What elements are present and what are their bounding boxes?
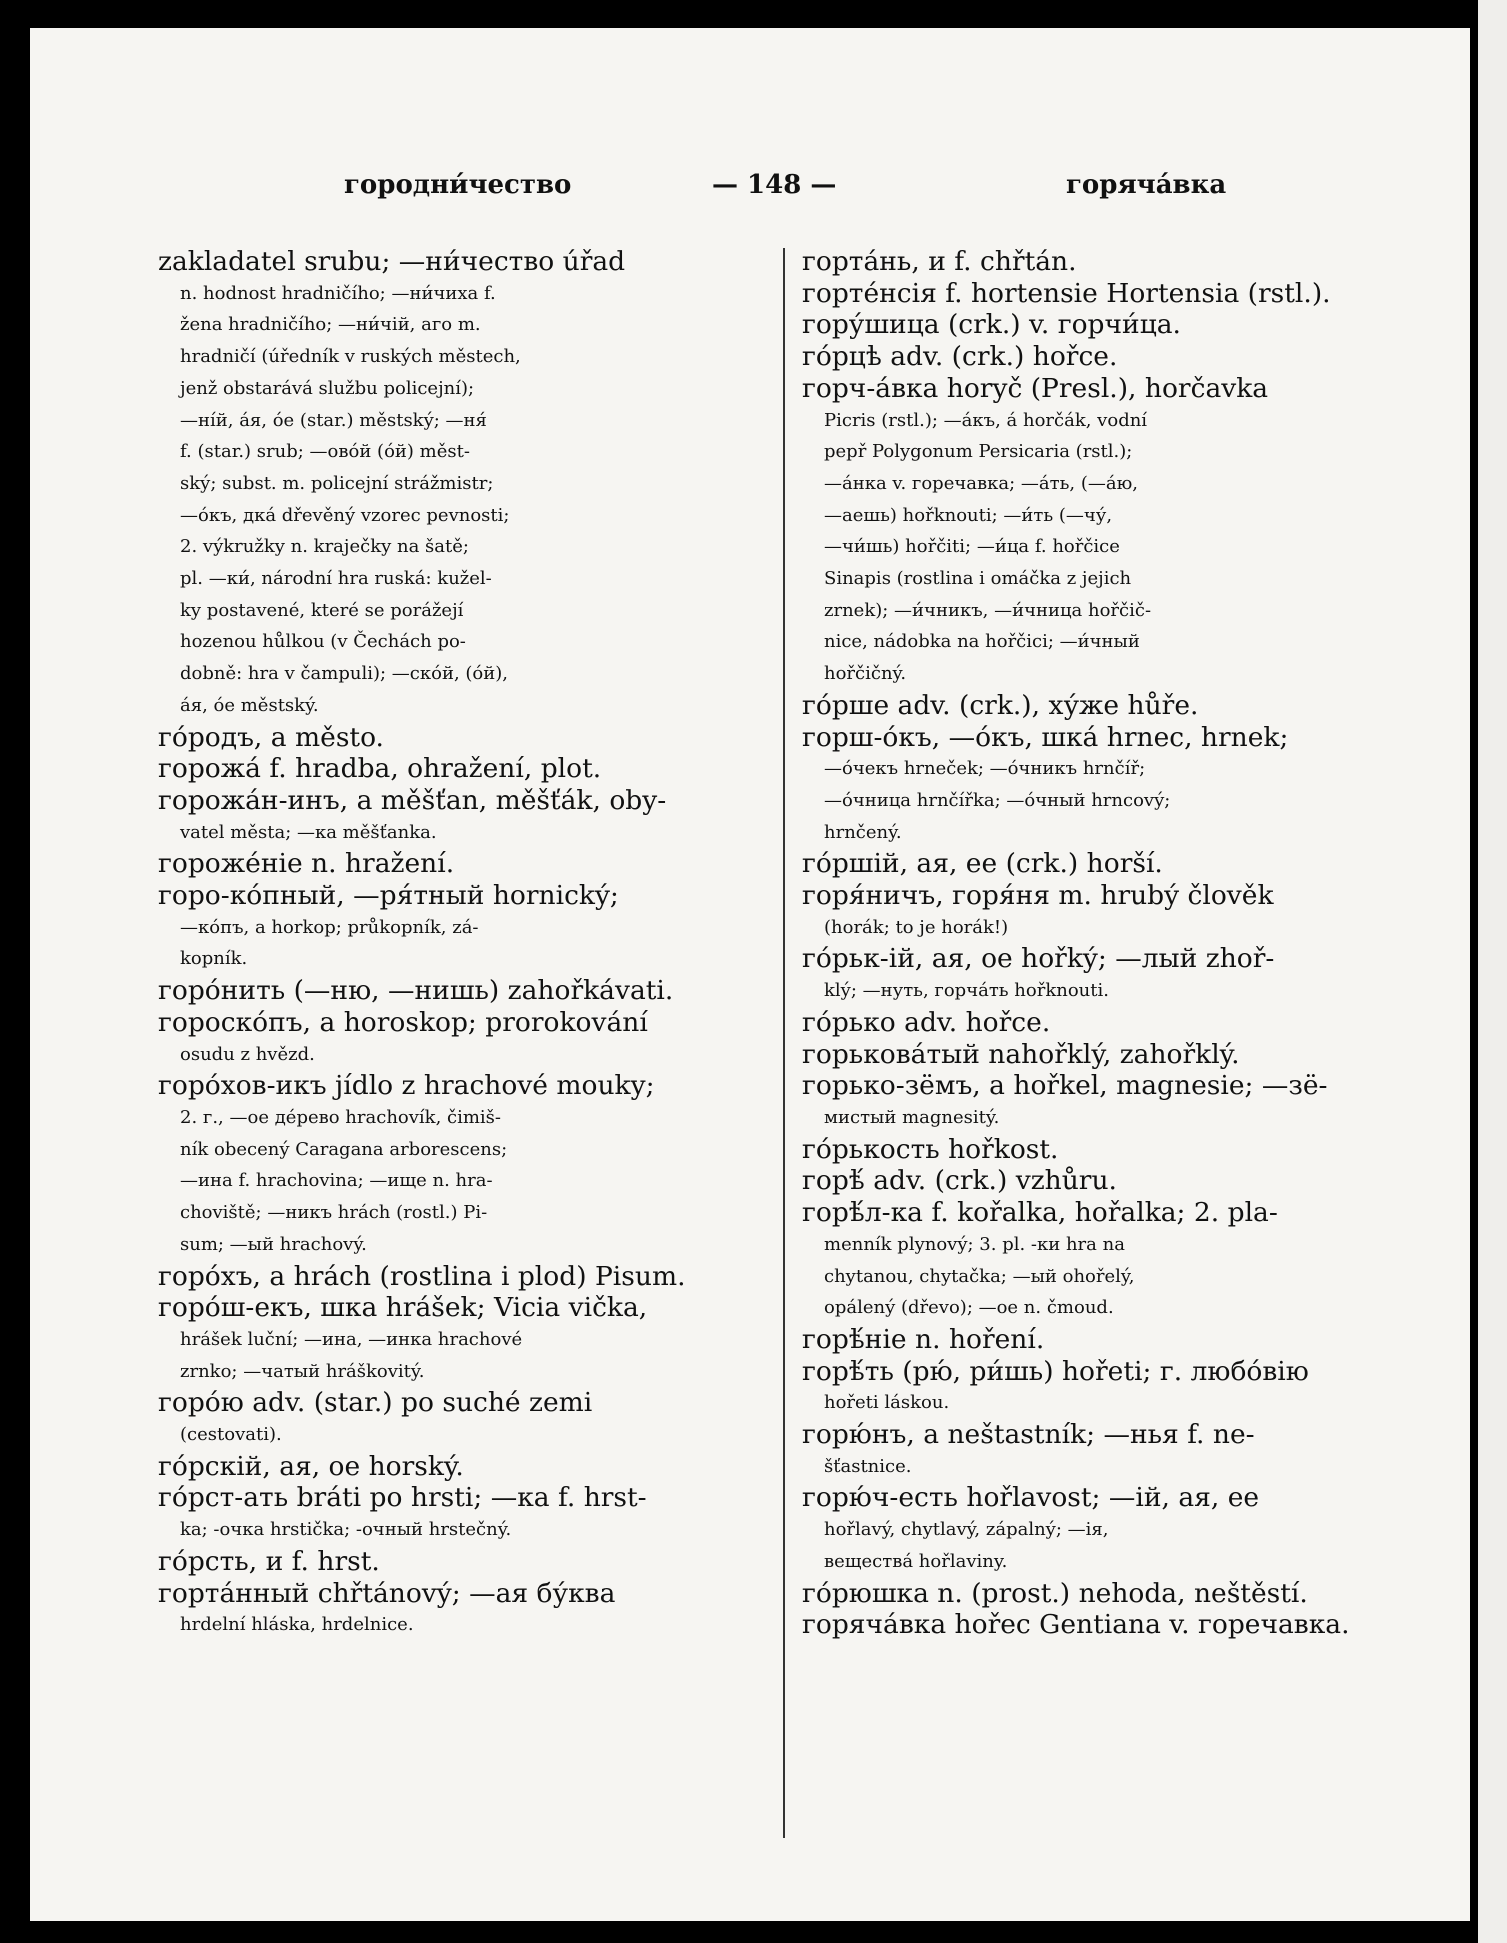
header-right-headword: горяча́вка	[1066, 170, 1227, 200]
dictionary-line: горько-зёмъ, а hořkel, magnesie; —зё-	[802, 1070, 1328, 1102]
dictionary-line: го́родъ, а město.	[158, 721, 384, 753]
column-divider	[783, 248, 785, 1838]
dictionary-line: горю́ч-есть hořlavost; —ій, ая, ее	[802, 1482, 1260, 1514]
dictionary-line: Picris (rstl.); —а́къ, а́ horčák, vodní	[824, 409, 1148, 431]
dictionary-line: klý; —нуть, горча́ть hořknouti.	[824, 980, 1109, 1002]
dictionary-line: горькова́тый nahořklý, zahořklý.	[802, 1038, 1240, 1070]
dictionary-line: горо́хъ, а hrách (rostlina i plod) Pisum.	[158, 1260, 686, 1292]
dictionary-line: горожа́ f. hradba, ohražení, plot.	[158, 753, 602, 785]
dictionary-line: osudu z hvězd.	[180, 1043, 315, 1065]
dictionary-line: а́я, о́е městský.	[180, 694, 319, 716]
dictionary-line: гортéнсія f. hortensie Hortensia (rstl.).	[802, 277, 1331, 309]
dictionary-line: ka; -очка hrstička; -очный hrstečný.	[180, 1519, 512, 1541]
dictionary-line: го́рькость hořkost.	[802, 1133, 1059, 1165]
dictionary-line: гороско́пъ, а horoskop; prorokování	[158, 1006, 648, 1038]
dictionary-line: горѣ́ніе n. hoření.	[802, 1323, 1045, 1355]
dictionary-line: —ина f. hrachovina; —ище n. hra-	[180, 1170, 493, 1192]
page-number: — 148 —	[712, 170, 837, 200]
dictionary-line: hrášek luční; —ина, —инка hrachové	[180, 1328, 523, 1350]
dictionary-line: hořčičný.	[824, 663, 907, 685]
dictionary-line: го́рше adv. (crk.), ху́же hůře.	[802, 689, 1199, 721]
dictionary-line: zakladatel srubu; —ни́чество úřad	[158, 246, 626, 277]
dictionary-line: го́рько adv. hořce.	[802, 1006, 1051, 1038]
dictionary-line: hozenou hůlkou (v Čechách po-	[180, 631, 466, 653]
dictionary-line: гору́шица (crk.) v. горчи́ца.	[802, 309, 1181, 341]
dictionary-line: zrnko; —чатый hráškovitý.	[180, 1360, 425, 1382]
dictionary-line: ník obecený Caragana arborescens;	[180, 1138, 508, 1160]
dictionary-line: го́рюшка n. (prost.) nehoda, neštěstí.	[802, 1577, 1308, 1609]
dictionary-line: горю́нъ, а neštastník; —нья f. ne-	[802, 1419, 1255, 1451]
header-left-headword: городни́чество	[344, 170, 572, 200]
dictionary-line: горч-а́вка horyč (Presl.), horčavka	[802, 372, 1269, 404]
dictionary-line: (cestovati).	[180, 1424, 282, 1446]
dictionary-line: f. (star.) srub; —ово́й (о́й) měst-	[180, 441, 470, 463]
dictionary-line: —о́чекъ hrneček; —о́чникъ hrnčíř;	[824, 758, 1146, 780]
dictionary-line: choviště; —никъ hrách (rostl.) Pi-	[180, 1202, 488, 1224]
dictionary-line: zrnek); —и́чникъ, —и́чница hořčič-	[824, 599, 1152, 621]
dictionary-line: го́рст-ать bráti po hrsti; —ка f. hrst-	[158, 1482, 647, 1514]
dictionary-line: мистый magnesitý.	[824, 1106, 1000, 1128]
dictionary-line: го́рцѣ adv. (crk.) hořce.	[802, 341, 1118, 373]
dictionary-line: —чи́шь) hořčiti; —и́ца f. hořčice	[824, 536, 1120, 558]
dictionary-line: žena hradničího; —ни́чій, аго m.	[180, 314, 481, 336]
dictionary-line: n. hodnost hradničího; —ни́чиха f.	[180, 282, 496, 304]
dictionary-line: pl. —ки́, národní hra ruská: kužel-	[180, 568, 492, 590]
dictionary-line: го́ршій, ая, ее (crk.) horší.	[802, 848, 1163, 880]
dictionary-line: dobně: hra v čampuli); —ско́й, (о́й),	[180, 663, 508, 685]
dictionary-line: горш-о́къ, —о́къ, шка́ hrnec, hrnek;	[802, 721, 1289, 753]
page-edge	[1478, 0, 1507, 1943]
dictionary-line: вещества́ hořlaviny.	[824, 1550, 1008, 1572]
dictionary-line: горо́ю adv. (star.) po suché zemi	[158, 1387, 593, 1419]
dictionary-line: горо-ко́пный, —ря́тный hornický;	[158, 880, 619, 912]
dictionary-line: hradničí (úředník v ruských městech,	[180, 346, 521, 368]
dictionary-line: го́рскій, ая, ое horský.	[158, 1450, 464, 1482]
dictionary-line: горта́нь, и f. chřtán.	[802, 246, 1077, 277]
dictionary-line: menník plynový; 3. pl. -ки hra na	[824, 1233, 1125, 1255]
dictionary-line: —ко́пъ, а horkop; průkopník, zá-	[180, 916, 479, 938]
dictionary-line: го́рьк-ій, ая, ое hořký; —лый zhoř-	[802, 943, 1275, 975]
dictionary-line: chytanou, chytačka; —ый ohořelý,	[824, 1265, 1135, 1287]
dictionary-line: —аешь) hořknouti; —и́ть (—чу́,	[824, 504, 1113, 526]
dictionary-line: Sinapis (rostlina i omáčka z jejich	[824, 568, 1132, 590]
dictionary-line: горо́ш-екъ, шка hrášek; Vicia vička,	[158, 1292, 648, 1324]
dictionary-line: горѣ́л-ка f. kořalka, hořalka; 2. pla-	[802, 1197, 1278, 1229]
dictionary-line: горта́нный chřtánový; —ая бу́ква	[158, 1577, 616, 1609]
dictionary-line: —а́нка v. горечавка; —а́ть, (—а́ю,	[824, 472, 1138, 494]
right-column	[802, 246, 1412, 1641]
dictionary-line: 2. výkružky n. kraječky na šatě;	[180, 536, 469, 558]
dictionary-line: (horák; to je horák!)	[824, 916, 1009, 938]
dictionary-line: hrnčený.	[824, 821, 902, 843]
dictionary-line: sum; —ый hrachový.	[180, 1233, 367, 1255]
dictionary-line: горожа́н-инъ, а měšťan, měšťák, oby-	[158, 784, 667, 816]
dictionary-line: —ні́й, а́я, о́е (star.) městský; —ня́	[180, 409, 487, 431]
dictionary-line: šťastnice.	[824, 1455, 912, 1477]
dictionary-line: горѣ́ adv. (crk.) vzhůru.	[802, 1165, 1117, 1197]
dictionary-line: горо́хов-икъ jídlo z hrachové mouky;	[158, 1070, 655, 1102]
dictionary-line: 2. г., —ое де́рево hrachovík, čimiš-	[180, 1106, 502, 1128]
dictionary-line: nice, nádobka na hořčici; —и́чный	[824, 631, 1140, 653]
dictionary-line: —о́къ, дка́ dřevěný vzorec pevnosti;	[180, 504, 510, 526]
dictionary-line: ky postavené, které se porážejí	[180, 599, 464, 621]
dictionary-line: горѣ́ть (рю́, ри́шь) hořeti; г. любо́вію	[802, 1355, 1309, 1387]
dictionary-line: opálený (dřevo); —ое n. čmoud.	[824, 1297, 1114, 1319]
dictionary-line: hořeti láskou.	[824, 1392, 950, 1414]
dictionary-line: hrdelní hláska, hrdelnice.	[180, 1614, 414, 1636]
dictionary-line: vatel města; —ка měšťanka.	[180, 821, 437, 843]
dictionary-line: горяча́вка hořec Gentiana v. горечавка.	[802, 1609, 1350, 1641]
dictionary-line: горя́ничъ, горя́ня m. hrubý člověk	[802, 880, 1274, 912]
dictionary-page	[30, 28, 1470, 1921]
dictionary-line: го́рсть, и f. hrst.	[158, 1545, 380, 1577]
dictionary-line: jenž obstarává službu policejní);	[180, 377, 475, 399]
dictionary-line: hořlavý, chytlavý, zápalný; —ія,	[824, 1519, 1109, 1541]
dictionary-line: kopník.	[180, 948, 248, 970]
dictionary-line: горо́нить (—ню, —нишь) zahořkávati.	[158, 975, 674, 1007]
dictionary-line: ský; subst. m. policejní strážmistr;	[180, 472, 494, 494]
dictionary-line: pepř Polygonum Persicaria (rstl.);	[824, 441, 1133, 463]
dictionary-line: —о́чница hrnčířka; —о́чный hrncový;	[824, 789, 1171, 811]
left-column	[158, 246, 768, 1641]
dictionary-line: горожéніе n. hražení.	[158, 848, 455, 880]
page-header	[30, 170, 1470, 210]
